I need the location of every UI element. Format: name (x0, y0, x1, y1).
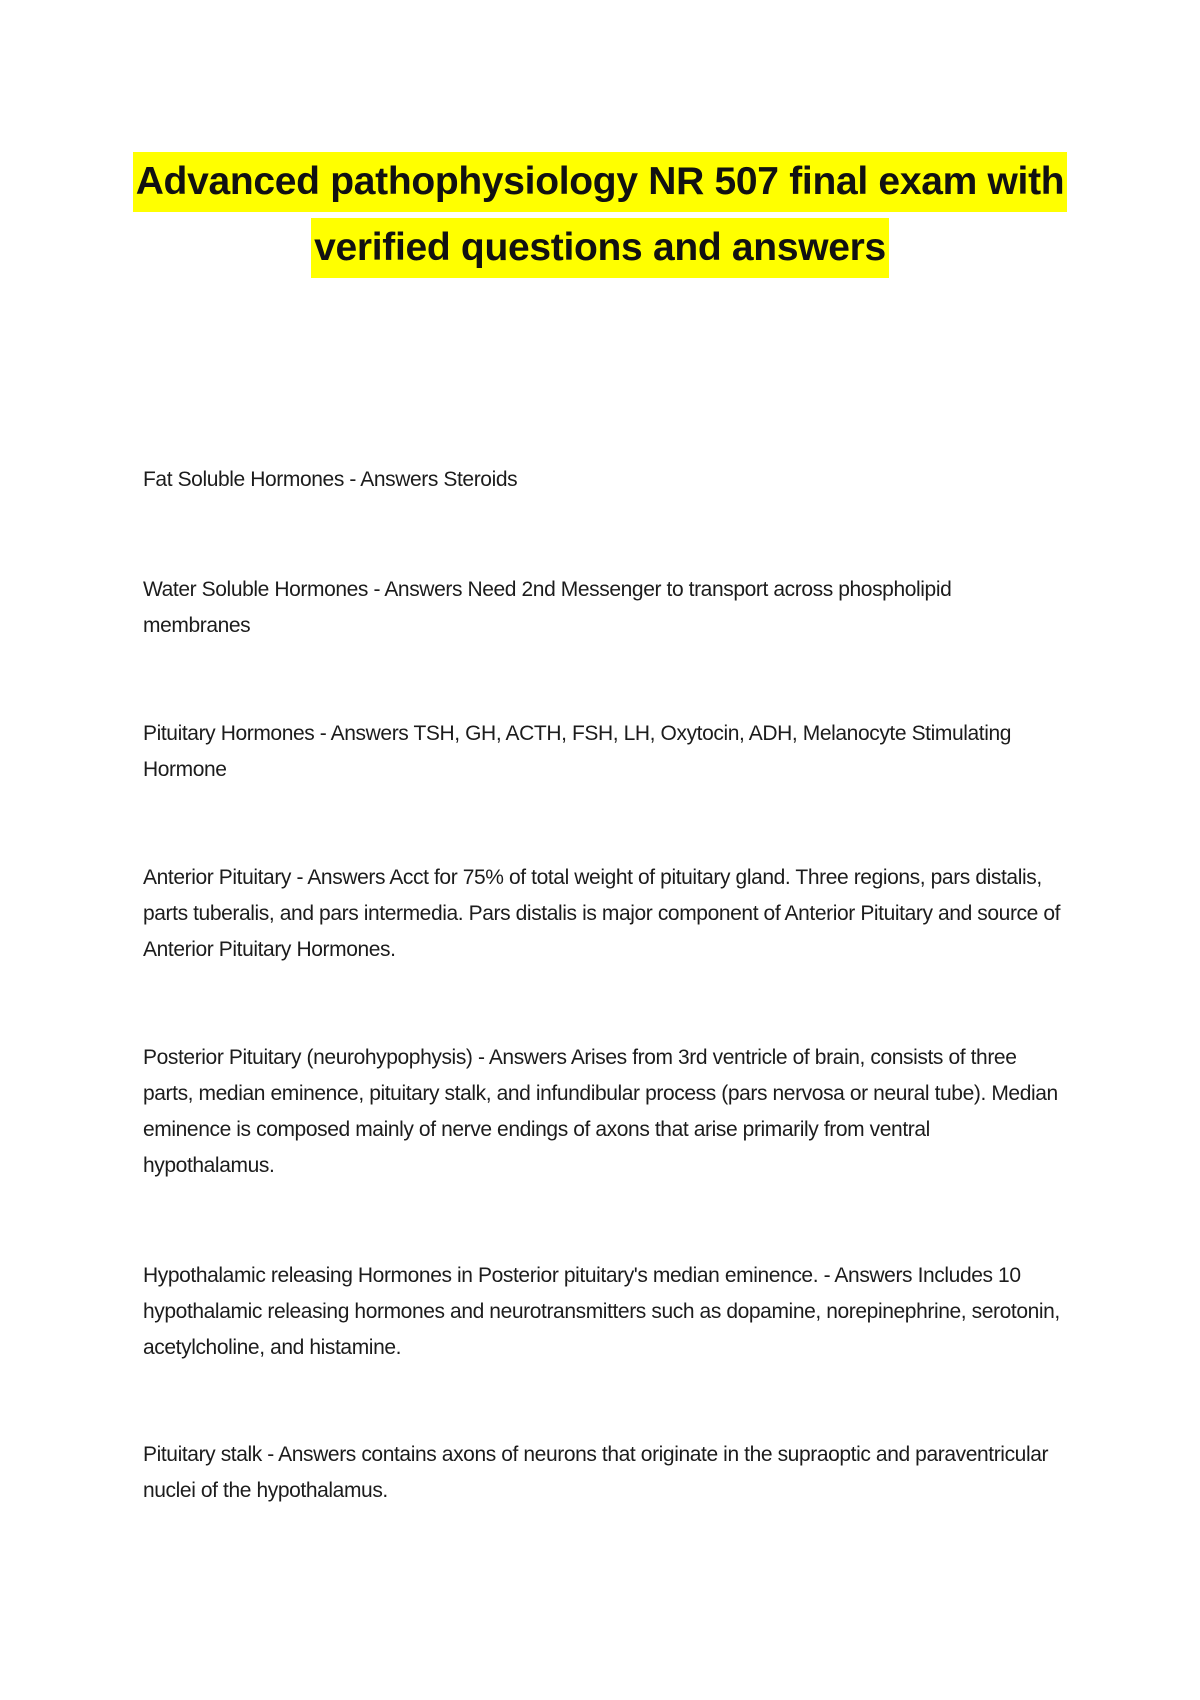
qa-entry-fat-soluble: Fat Soluble Hormones - Answers Steroids (143, 468, 518, 491)
qa-entry-anterior-pituitary: Anterior Pituitary - Answers Acct for 75% of total weight of pituitary gland. Three regions, pars distalis, parts tuberalis, and pars intermedia. Pars distalis is major component of Anterior Pituitary and source of Anterior Pituitary Hormones. (143, 866, 1061, 961)
qa-entry-posterior-pituitary: Posterior Pituitary (neurohypophysis) - Answers Arises from 3rd ventricle of brain, consists of three parts, median eminence, pituitary stalk, and infundibular process (pars nervosa or neural tube). Median eminence is composed mainly of nerve endings of axons that arise primarily from ventral hypothalamus. (143, 1046, 1058, 1177)
qa-entry-hypothalamic-releasing: Hypothalamic releasing Hormones in Posterior pituitary's median eminence. - Answers Includes 10 hypothalamic releasing hormones and neurotransmitters such as dopamine, norepinephrine, serotonin, acetylcholine, and histamine. (143, 1264, 1060, 1359)
qa-entry-pituitary-hormones: Pituitary Hormones - Answers TSH, GH, ACTH, FSH, LH, Oxytocin, ADH, Melanocyte Stimulating Hormone (143, 722, 1012, 781)
document-title (100, 152, 1100, 278)
title-line-2: verified questions and answers (311, 218, 889, 278)
qa-entry-pituitary-stalk: Pituitary stalk - Answers contains axons of neurons that originate in the supraoptic and paraventricular nuclei of the hypothalamus. (143, 1443, 1049, 1502)
qa-entry-water-soluble: Water Soluble Hormones - Answers Need 2nd Messenger to transport across phospholipid membranes (143, 578, 952, 637)
title-line-1: Advanced pathophysiology NR 507 final exam with (133, 152, 1068, 212)
